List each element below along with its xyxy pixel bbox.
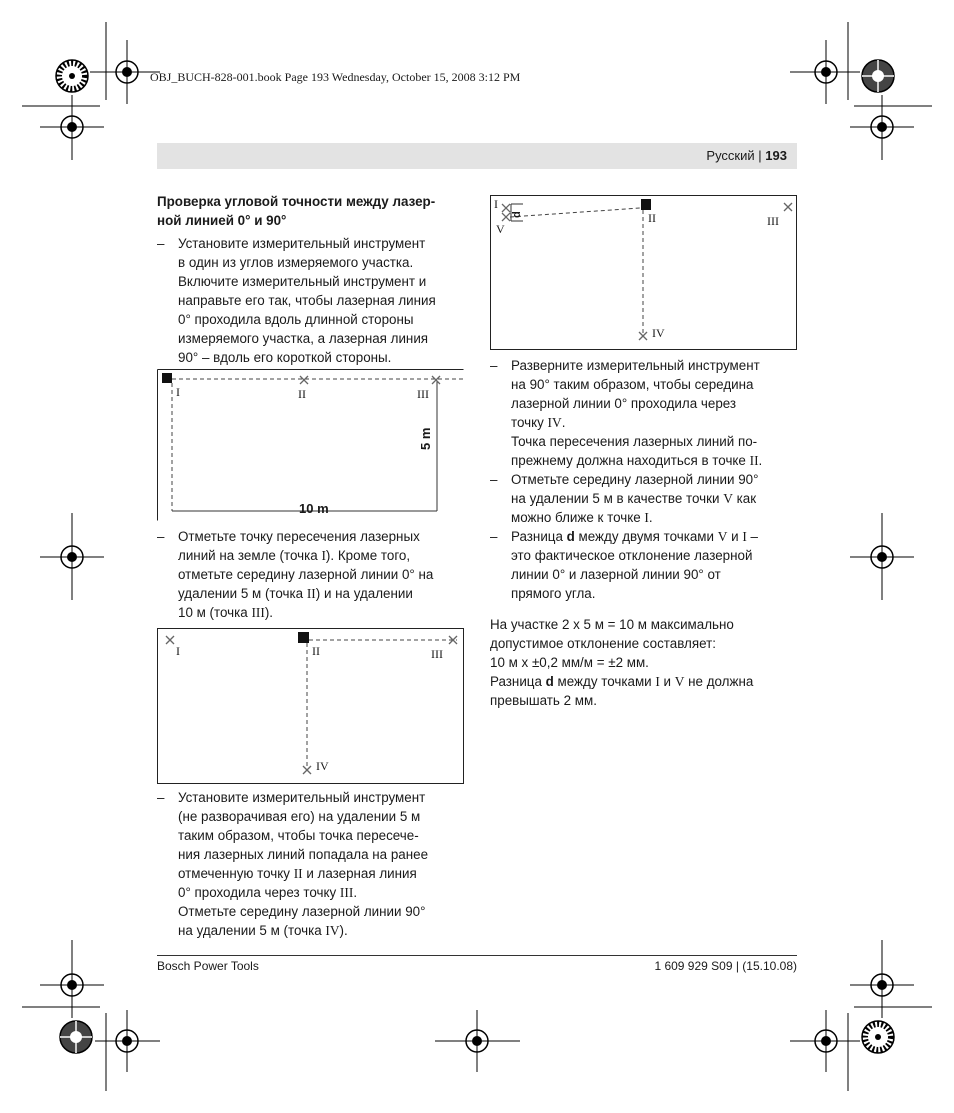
header-language: Русский — [706, 148, 755, 163]
heading-line: Проверка угловой точности между лазер- — [157, 194, 436, 209]
text-line: таким образом, чтобы точка пересече- — [178, 828, 419, 843]
page-number: 193 — [765, 148, 787, 163]
text-line: превышать 2 мм. — [490, 693, 597, 708]
text-line: Включите измерительный инструмент и — [178, 274, 427, 289]
text-line: Точка пересечения лазерных линий по- — [511, 434, 758, 449]
point-label-i: I — [176, 385, 180, 399]
text-line: На участке 2 x 5 м = 10 м максимально — [490, 617, 734, 632]
text-line: 0° проходила вдоль длинной стороны — [178, 312, 414, 327]
point-label-iii: III — [431, 647, 443, 661]
page-header — [157, 143, 797, 169]
step-6 — [490, 527, 802, 603]
point-label-iv: IV — [316, 759, 329, 773]
text-line: удалении 5 м (точка II) и на удалении — [178, 586, 413, 601]
registration-target-icon — [790, 40, 860, 104]
footer-brand: Bosch Power Tools — [157, 959, 259, 973]
text-line: 0° проходила через точку III. — [178, 885, 358, 900]
text-line: линий на земле (точка I). Кроме того, — [178, 548, 411, 563]
text-line: направьте его так, чтобы лазерная линия — [178, 293, 436, 308]
text-line: Разница d между двумя точками V и I – — [511, 529, 758, 544]
text-line: ния лазерных линий попадала на ранее — [178, 847, 429, 862]
text-line: Установите измерительный инструмент — [178, 790, 426, 805]
registration-target-icon — [850, 95, 914, 160]
text-line: Отметьте точку пересечения лазерных — [178, 529, 420, 544]
star-target-icon — [862, 60, 894, 92]
star-target-icon — [862, 1021, 894, 1053]
summary-paragraph — [490, 615, 802, 710]
text-line: допустимое отклонение составляет: — [490, 636, 716, 651]
text-line: (не разворачивая его) на удалении 5 м — [178, 809, 421, 824]
section-heading — [157, 192, 469, 230]
text-line: прежнему должна находиться в точке II. — [511, 453, 763, 468]
registration-target-icon — [790, 1010, 860, 1072]
list-dash: – — [490, 529, 498, 544]
text-line: 10 м x ±0,2 мм/м = ±2 мм. — [490, 655, 649, 670]
step-4 — [490, 356, 802, 470]
point-label-ii: II — [648, 211, 656, 225]
figure-2-diagram — [157, 628, 464, 784]
dimension-5m: 5 m — [418, 427, 433, 450]
step-5 — [490, 470, 802, 527]
text-line: 90° – вдоль его короткой стороны. — [178, 350, 392, 365]
list-dash: – — [490, 472, 498, 487]
registration-target-icon — [40, 95, 104, 160]
point-label-i: I — [176, 644, 180, 658]
laser-line-0 — [510, 208, 640, 217]
laser-tool-icon — [641, 199, 651, 210]
text-line: лазерной линии 0° проходила через — [511, 396, 737, 411]
text-line: это фактическое отклонение лазерной — [511, 548, 753, 563]
text-line: в один из углов измеряемого участка. — [178, 255, 414, 270]
book-info-line: OBJ_BUCH-828-001.book Page 193 Wednesday, October 15, 2008 3:12 PM — [150, 70, 521, 84]
list-dash: – — [157, 529, 165, 544]
point-label-ii: II — [298, 387, 306, 401]
text-line: линии 0° и лазерной линии 90° от — [511, 567, 721, 582]
text-line: отметьте середину лазерной линии 0° на — [178, 567, 434, 582]
point-label-iii: III — [767, 214, 779, 228]
left-column-top — [157, 192, 469, 367]
deviation-label-d: d — [511, 211, 523, 218]
text-line: Отметьте середину лазерной линии 90° — [511, 472, 759, 487]
laser-tool-icon — [298, 632, 309, 643]
star-target-icon — [56, 60, 88, 92]
star-target-icon — [60, 1021, 92, 1053]
cross-mark-icon — [502, 204, 510, 212]
right-column — [490, 356, 802, 710]
step-2 — [157, 527, 469, 622]
cross-mark-icon — [784, 203, 792, 211]
figure-frame — [158, 629, 464, 784]
cross-mark-icon — [303, 766, 311, 774]
text-line: на удалении 5 м (точка IV). — [178, 923, 348, 938]
text-line: 10 м (точка III). — [178, 605, 274, 620]
point-label-v: V — [496, 222, 505, 236]
footer-doc-number: 1 609 929 S09 | (15.10.08) — [654, 959, 797, 973]
text-line: Разверните измерительный инструмент — [511, 358, 760, 373]
text-line: можно ближе к точке I. — [511, 510, 653, 525]
step-1 — [157, 234, 469, 367]
text-line: Установите измерительный инструмент — [178, 236, 426, 251]
text-line: на 90° таким образом, чтобы середина — [511, 377, 754, 392]
point-label-i: I — [494, 197, 498, 211]
figure-3-diagram — [490, 195, 797, 350]
step-3 — [157, 788, 469, 940]
list-dash: – — [157, 236, 165, 251]
registration-target-icon — [850, 525, 914, 590]
point-label-iv: IV — [652, 326, 665, 340]
left-column-step3 — [157, 788, 469, 940]
cross-mark-icon — [166, 636, 174, 644]
registration-target-icon — [850, 952, 914, 1018]
text-line: Отметьте середину лазерной линии 90° — [178, 904, 426, 919]
header-text — [706, 148, 787, 163]
cross-mark-icon — [432, 376, 440, 384]
text-line: прямого угла. — [511, 586, 596, 601]
point-label-iii: III — [417, 387, 429, 401]
text-line: на удалении 5 м в качестве точки V как — [511, 491, 757, 506]
footer-rule — [157, 955, 797, 956]
list-dash: – — [157, 790, 165, 805]
header-separator: | — [758, 148, 762, 163]
registration-target-icon — [435, 1010, 520, 1072]
laser-tool-icon — [162, 373, 172, 383]
cross-mark-icon — [502, 213, 510, 221]
dimension-10m: 10 m — [299, 501, 329, 516]
text-line: отмеченную точку II и лазерная линия — [178, 866, 417, 881]
text-line: Разница d между точками I и V не должна — [490, 674, 754, 689]
registration-target-icon — [40, 525, 104, 590]
point-label-ii: II — [312, 644, 320, 658]
heading-line: ной линией 0° и 90° — [157, 213, 287, 228]
list-dash: – — [490, 358, 498, 373]
cross-mark-icon — [639, 332, 647, 340]
text-line: точку IV. — [511, 415, 566, 430]
text-line: измеряемого участка, а лазерная линия — [178, 331, 429, 346]
registration-target-icon — [40, 952, 104, 1018]
registration-target-icon — [95, 1010, 160, 1072]
cross-mark-icon — [300, 376, 308, 384]
left-column-step2 — [157, 527, 469, 622]
